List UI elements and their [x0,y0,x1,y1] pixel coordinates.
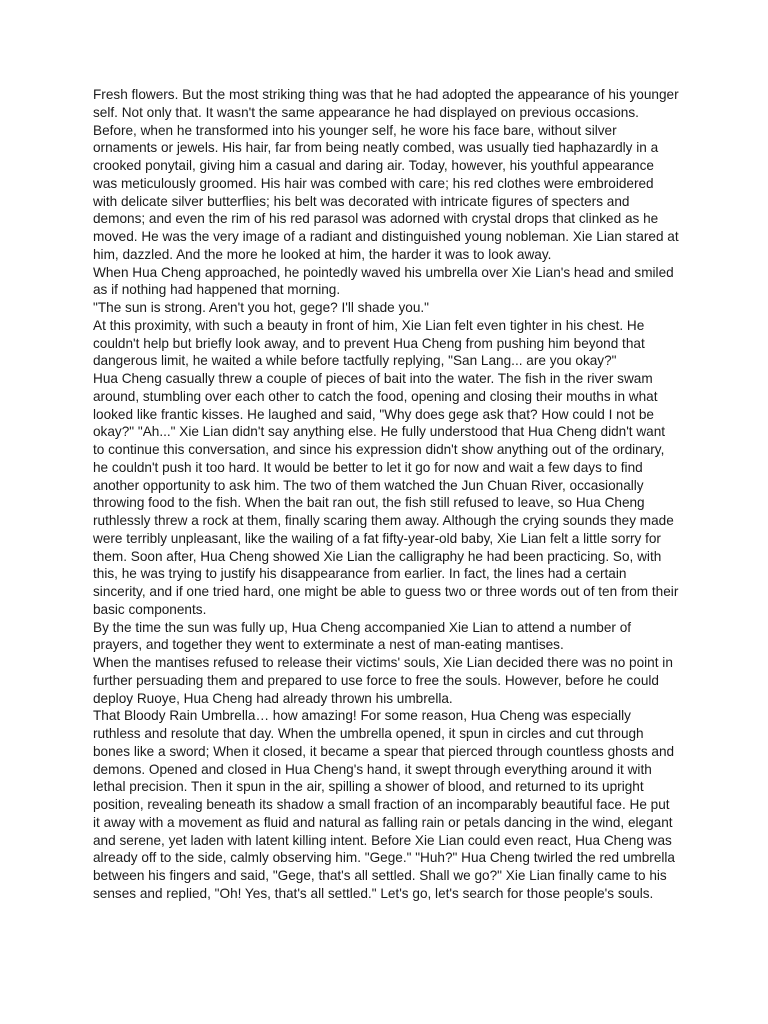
paragraph: Fresh flowers. But the most striking thing was that he had adopted the appearance of his younger self. Not only that. It wasn't the same appearance he had displayed on previous occasions. Before, when he transformed into his younger self, he wore his face bare, without silver ornaments or jewels. His hair, far from being neatly combed, was usually tied haphazardly in a crooked ponytail, giving him a casual and daring air. Today, however, his youthful appearance was meticulously groomed. His hair was combed with care; his red clothes were embroidered with delicate silver butterflies; his belt was decorated with intricate figures of specters and demons; and even the rim of his red parasol was adorned with crystal drops that clinked as he moved. He was the very image of a radiant and distinguished young nobleman. Xie Lian stared at him, dazzled. And the more he looked at him, the harder it was to look away. [93,87,679,262]
body-text [93,86,679,903]
paragraph: At this proximity, with such a beauty in front of him, Xie Lian felt even tighter in his chest. He couldn't help but briefly look away, and to prevent Hua Cheng from pushing him beyond that dangerous limit, he waited a while before tactfully replying, "San Lang... are you okay?" [93,317,645,369]
paragraph: Hua Cheng casually threw a couple of pieces of bait into the water. The fish in the river swam around, stumbling over each other to catch the food, opening and closing their mouths in what looked like frantic kisses. He laughed and said, "Why does gege ask that? How could I not be okay?" "Ah..." Xie Lian didn't say anything else. He fully understood that Hua Cheng didn't want to continue this conversation, and since his expression didn't show anything out of the ordinary, he couldn't push it too hard. It would be better to let it go for now and wait a few days to find another opportunity to ask him. The two of them watched the Jun Chuan River, occasionally throwing food to the fish. When the bait ran out, the fish still refused to leave, so Hua Cheng ruthlessly threw a rock at them, finally scaring them away. Although the crying sounds they made were terribly unpleasant, like the wailing of a fat fifty-year-old baby, Xie Lian felt a little sorry for them. Soon after, Hua Cheng showed Xie Lian the calligraphy he had been practicing. So, with this, he was trying to justify his disappearance from earlier. In fact, the lines had a certain sincerity, and if one tried hard, one might be able to guess two or three words out of ten from their basic components. [93,371,679,617]
paragraph: When the mantises refused to release their victims' souls, Xie Lian decided there was no point in further persuading them and prepared to use force to free the souls. However, before he could deploy Ruoye, Hua Cheng had already thrown his umbrella. [93,655,673,706]
paragraph: That Bloody Rain Umbrella… how amazing! For some reason, Hua Cheng was especially ruthless and resolute that day. When the umbrella opened, it spun in circles and cut through bones like a sword; When it closed, it became a spear that pierced through countless ghosts and demons. Opened and closed in Hua Cheng's hand, it swept through everything around it with lethal precision. Then it spun in the air, spilling a shower of blood, and returned to its upright position, revealing beneath its shadow a small fraction of an incomparably beautiful face. He put it away with a movement as fluid and natural as falling rain or petals dancing in the wind, elegant and serene, yet laden with latent killing intent. Before Xie Lian could even react, Hua Cheng was already off to the side, calmly observing him. "Gege." "Huh?" Hua Cheng twirled the red umbrella between his fingers and said, "Gege, that's all settled. Shall we go?" Xie Lian finally came to his senses and replied, "Oh! Yes, that's all settled." Let's go, let's search for those people's souls. [93,708,675,901]
paragraph: When Hua Cheng approached, he pointedly waved his umbrella over Xie Lian's head and smiled as if nothing had happened that morning. [93,264,674,298]
paragraph: "The sun is strong. Aren't you hot, gege? I'll shade you." [93,300,430,315]
paragraph: By the time the sun was fully up, Hua Cheng accompanied Xie Lian to attend a number of prayers, and together they went to exterminate a nest of man-eating mantises. [93,619,632,653]
